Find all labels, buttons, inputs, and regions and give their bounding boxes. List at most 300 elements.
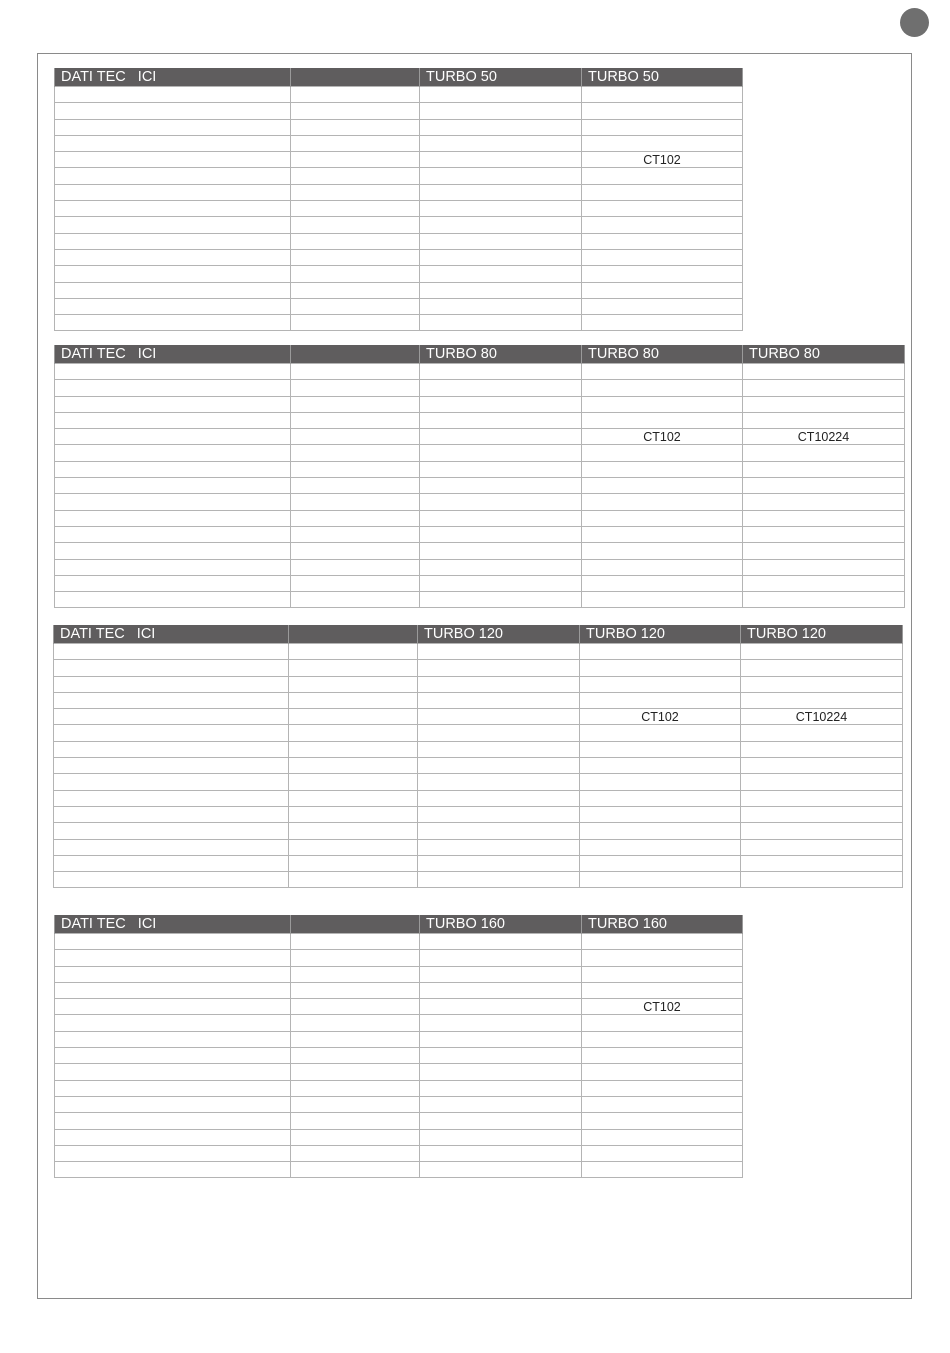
table-cell: [55, 1015, 291, 1031]
table-cell: [291, 201, 420, 217]
table-cell: [743, 592, 905, 608]
table-cell: [55, 217, 291, 233]
table-cell: [420, 315, 582, 331]
table-cell: [289, 806, 418, 822]
table-cell: CT10224: [741, 709, 903, 725]
column-header: TURBO 80: [743, 345, 905, 364]
table-row: [55, 249, 743, 265]
table-row: [54, 644, 903, 660]
table-row: [55, 966, 743, 982]
table-cell: [55, 152, 291, 168]
table-cell: [420, 592, 582, 608]
table-cell: [582, 966, 743, 982]
table-row: [54, 839, 903, 855]
table-cell: [420, 526, 582, 542]
table-cell: [582, 494, 743, 510]
table-cell: CT102: [582, 152, 743, 168]
table-cell: [289, 872, 418, 888]
table-cell: [291, 966, 420, 982]
table-cell: [418, 806, 580, 822]
table-cell: [55, 559, 291, 575]
table-cell: [291, 1080, 420, 1096]
table-cell: [420, 380, 582, 396]
table-cell: [580, 790, 741, 806]
table-cell: [291, 1129, 420, 1145]
column-header: [291, 345, 420, 364]
table-cell: [743, 396, 905, 412]
table-row: [55, 1129, 743, 1145]
table-cell: [582, 1113, 743, 1129]
table-row: [55, 412, 905, 428]
table-cell: [741, 644, 903, 660]
table-cell: [420, 478, 582, 494]
table-cell: [55, 445, 291, 461]
table-cell: [580, 676, 741, 692]
table-row: [55, 168, 743, 184]
table-cell: [55, 1145, 291, 1161]
table-row: [55, 87, 743, 103]
table-row: [55, 298, 743, 314]
table-cell: [55, 478, 291, 494]
table-cell: [420, 184, 582, 200]
page-number-circle: [900, 8, 929, 37]
table-cell: [54, 790, 289, 806]
table-row: [55, 575, 905, 591]
table-cell: [291, 1048, 420, 1064]
table-cell: [289, 692, 418, 708]
table-cell: [418, 790, 580, 806]
table-cell: [420, 396, 582, 412]
table-cell: [55, 1048, 291, 1064]
table-cell: [289, 709, 418, 725]
table-cell: [291, 315, 420, 331]
table-cell: [420, 217, 582, 233]
table-cell: [55, 282, 291, 298]
column-header-specs: DATI TEC ICI: [54, 625, 289, 644]
table-row: [55, 396, 905, 412]
table-cell: [743, 543, 905, 559]
table-cell: [55, 298, 291, 314]
table-cell: [55, 526, 291, 542]
table-cell: [420, 266, 582, 282]
table-cell: [55, 999, 291, 1015]
table-cell: [582, 184, 743, 200]
table-cell: [580, 644, 741, 660]
table-cell: [420, 1048, 582, 1064]
column-header: TURBO 120: [741, 625, 903, 644]
table-cell: [418, 692, 580, 708]
table-header-row: [55, 68, 743, 87]
table-row: [55, 135, 743, 151]
table-cell: [418, 872, 580, 888]
table-cell: [291, 217, 420, 233]
table-cell: [54, 644, 289, 660]
table-cell: [582, 1129, 743, 1145]
table-cell: [55, 1113, 291, 1129]
table-cell: [743, 461, 905, 477]
table-cell: CT102: [580, 709, 741, 725]
table-cell: [420, 543, 582, 559]
table-cell: [291, 1096, 420, 1112]
table-cell: [55, 119, 291, 135]
table-cell: [420, 1015, 582, 1031]
table-cell: [582, 298, 743, 314]
table-row: [55, 510, 905, 526]
table-cell: [580, 774, 741, 790]
table-cell: [418, 709, 580, 725]
table-cell: [291, 934, 420, 950]
table-cell: [55, 1031, 291, 1047]
table-cell: [582, 412, 743, 428]
table-cell: [582, 982, 743, 998]
table-row: [55, 282, 743, 298]
table-cell: [582, 217, 743, 233]
table-cell: [582, 1031, 743, 1047]
table-cell: [582, 119, 743, 135]
table-cell: [289, 855, 418, 871]
table-cell: [420, 934, 582, 950]
table-cell: [55, 982, 291, 998]
table-cell: [420, 559, 582, 575]
table-row: [54, 758, 903, 774]
table-cell: [741, 823, 903, 839]
table-cell: [291, 396, 420, 412]
table-row: [55, 1113, 743, 1129]
table-cell: [580, 872, 741, 888]
table-cell: [55, 135, 291, 151]
table-cell: [55, 364, 291, 380]
table-cell: [291, 1064, 420, 1080]
table-cell: [582, 1015, 743, 1031]
table-cell: [580, 839, 741, 855]
table-cell: [582, 380, 743, 396]
table-cell: [291, 592, 420, 608]
table-cell: [582, 950, 743, 966]
table-row: [55, 461, 905, 477]
table-row: [55, 315, 743, 331]
table-cell: [291, 364, 420, 380]
table-cell: [420, 152, 582, 168]
column-header: TURBO 80: [582, 345, 743, 364]
table-cell: [743, 575, 905, 591]
table-cell: [743, 412, 905, 428]
table-cell: [55, 233, 291, 249]
table-cell: [54, 758, 289, 774]
column-header: [291, 68, 420, 87]
table-cell: [291, 298, 420, 314]
table-cell: [291, 152, 420, 168]
table-cell: [420, 298, 582, 314]
table-row: [55, 950, 743, 966]
table-cell: [55, 592, 291, 608]
column-header: TURBO 80: [420, 345, 582, 364]
table-cell: [743, 364, 905, 380]
table-cell: [291, 119, 420, 135]
table-row: [55, 982, 743, 998]
table-cell: [582, 103, 743, 119]
table-cell: [55, 429, 291, 445]
table-row: [55, 217, 743, 233]
table-row: [54, 806, 903, 822]
table-row: [55, 119, 743, 135]
table-cell: [580, 741, 741, 757]
table-cell: [420, 135, 582, 151]
table-cell: [54, 676, 289, 692]
table-cell: [291, 135, 420, 151]
table-cell: [291, 461, 420, 477]
table-cell: [291, 1031, 420, 1047]
spec-table-turbo-120: [53, 625, 903, 888]
table-cell: [291, 559, 420, 575]
table-cell: [420, 494, 582, 510]
table-cell: [291, 87, 420, 103]
table-row: [55, 1015, 743, 1031]
table-cell: [420, 1162, 582, 1178]
table-cell: [55, 543, 291, 559]
table-cell: [291, 429, 420, 445]
table-cell: CT102: [582, 999, 743, 1015]
table-cell: [291, 412, 420, 428]
table-cell: [291, 445, 420, 461]
table-cell: [420, 201, 582, 217]
table-row: [55, 543, 905, 559]
table-row: [54, 872, 903, 888]
table-cell: [582, 478, 743, 494]
table-cell: [420, 1145, 582, 1161]
table-cell: [582, 510, 743, 526]
column-header: TURBO 50: [420, 68, 582, 87]
table-cell: [420, 412, 582, 428]
table-cell: [54, 660, 289, 676]
table-cell: [582, 266, 743, 282]
table-cell: [289, 758, 418, 774]
table-cell: [741, 774, 903, 790]
table-cell: [418, 644, 580, 660]
table-cell: [291, 1162, 420, 1178]
column-header: TURBO 120: [580, 625, 741, 644]
table-cell: CT102: [582, 429, 743, 445]
table-row: [55, 184, 743, 200]
table-cell: [582, 543, 743, 559]
table-row: [54, 774, 903, 790]
table-cell: [291, 233, 420, 249]
table-cell: [420, 1031, 582, 1047]
table-row: [55, 445, 905, 461]
table-cell: [420, 950, 582, 966]
table-cell: [582, 201, 743, 217]
table-cell: [580, 725, 741, 741]
table-row: [55, 1048, 743, 1064]
table-cell: [741, 872, 903, 888]
table-cell: [420, 1080, 582, 1096]
table-cell: [291, 478, 420, 494]
table-cell: [55, 380, 291, 396]
table-row: [55, 1080, 743, 1096]
table-cell: [580, 692, 741, 708]
table-cell: [420, 282, 582, 298]
table-row: [55, 1145, 743, 1161]
table-row: [55, 1096, 743, 1112]
table-header-row: [55, 345, 905, 364]
table-cell: [741, 741, 903, 757]
table-row: [55, 1031, 743, 1047]
table-cell: [55, 1129, 291, 1145]
table-cell: [54, 806, 289, 822]
table-cell: [420, 168, 582, 184]
table-cell: [420, 103, 582, 119]
table-cell: [291, 1113, 420, 1129]
table-cell: [54, 872, 289, 888]
table-cell: [54, 823, 289, 839]
table-cell: [418, 839, 580, 855]
table-cell: [420, 87, 582, 103]
table-cell: [54, 692, 289, 708]
table-row: [54, 709, 903, 725]
table-cell: [289, 644, 418, 660]
table-cell: [580, 806, 741, 822]
table-cell: [582, 1080, 743, 1096]
table-cell: [418, 855, 580, 871]
table-cell: [420, 982, 582, 998]
table-row: [54, 692, 903, 708]
table-cell: [582, 87, 743, 103]
table-cell: [54, 741, 289, 757]
table-cell: [289, 725, 418, 741]
table-row: [55, 201, 743, 217]
column-header: TURBO 160: [582, 915, 743, 934]
table-row: [55, 999, 743, 1015]
table-cell: [582, 1162, 743, 1178]
table-cell: [420, 1113, 582, 1129]
table-cell: [582, 1064, 743, 1080]
table-row: [55, 934, 743, 950]
table-cell: [55, 966, 291, 982]
column-header-specs: DATI TEC ICI: [55, 345, 291, 364]
table-cell: [291, 982, 420, 998]
table-cell: [741, 790, 903, 806]
table-cell: [55, 950, 291, 966]
table-cell: [420, 999, 582, 1015]
column-header: [289, 625, 418, 644]
table-cell: [291, 282, 420, 298]
table-cell: [55, 1162, 291, 1178]
table-cell: [582, 396, 743, 412]
table-cell: [582, 575, 743, 591]
table-cell: [743, 526, 905, 542]
table-cell: [289, 839, 418, 855]
table-row: [55, 266, 743, 282]
column-header: TURBO 120: [418, 625, 580, 644]
table-cell: [420, 461, 582, 477]
table-row: [54, 823, 903, 839]
table-row: [55, 364, 905, 380]
table-cell: [55, 1096, 291, 1112]
table-cell: [55, 396, 291, 412]
table-cell: [418, 725, 580, 741]
table-cell: [291, 184, 420, 200]
table-cell: [741, 806, 903, 822]
table-cell: [289, 823, 418, 839]
table-cell: [582, 592, 743, 608]
table-row: [55, 1064, 743, 1080]
table-cell: [420, 966, 582, 982]
table-cell: [420, 445, 582, 461]
table-cell: [420, 119, 582, 135]
table-cell: [55, 461, 291, 477]
table-cell: [289, 676, 418, 692]
table-cell: [291, 494, 420, 510]
table-row: [55, 429, 905, 445]
table-cell: [582, 1145, 743, 1161]
table-cell: [54, 855, 289, 871]
table-cell: [743, 380, 905, 396]
table-cell: [55, 1080, 291, 1096]
table-cell: [55, 510, 291, 526]
table-cell: [55, 103, 291, 119]
table-row: [54, 660, 903, 676]
table-cell: [55, 412, 291, 428]
table-cell: [420, 233, 582, 249]
table-cell: [582, 249, 743, 265]
table-cell: [55, 249, 291, 265]
table-cell: [580, 823, 741, 839]
table-cell: [420, 429, 582, 445]
table-cell: [582, 526, 743, 542]
table-cell: [420, 575, 582, 591]
table-row: [55, 478, 905, 494]
table-cell: [54, 774, 289, 790]
table-cell: CT10224: [743, 429, 905, 445]
table-cell: [418, 823, 580, 839]
table-cell: [741, 725, 903, 741]
table-row: [55, 559, 905, 575]
table-cell: [741, 676, 903, 692]
table-cell: [582, 445, 743, 461]
table-cell: [289, 790, 418, 806]
table-row: [55, 103, 743, 119]
column-header: TURBO 50: [582, 68, 743, 87]
table-cell: [291, 543, 420, 559]
column-header-specs: DATI TEC ICI: [55, 68, 291, 87]
table-cell: [582, 315, 743, 331]
table-row: [55, 152, 743, 168]
table-row: [54, 676, 903, 692]
table-cell: [741, 758, 903, 774]
table-cell: [55, 494, 291, 510]
table-cell: [289, 660, 418, 676]
table-cell: [582, 934, 743, 950]
table-cell: [582, 233, 743, 249]
table-cell: [741, 839, 903, 855]
table-header-row: [55, 915, 743, 934]
table-cell: [743, 478, 905, 494]
column-header: [291, 915, 420, 934]
table-row: [54, 725, 903, 741]
table-cell: [420, 510, 582, 526]
table-cell: [582, 1048, 743, 1064]
table-cell: [291, 380, 420, 396]
table-cell: [55, 184, 291, 200]
table-cell: [420, 1064, 582, 1080]
table-cell: [291, 950, 420, 966]
table-row: [54, 855, 903, 871]
table-cell: [291, 266, 420, 282]
table-cell: [291, 1145, 420, 1161]
table-cell: [420, 364, 582, 380]
table-cell: [582, 1096, 743, 1112]
table-cell: [580, 660, 741, 676]
table-cell: [420, 1129, 582, 1145]
